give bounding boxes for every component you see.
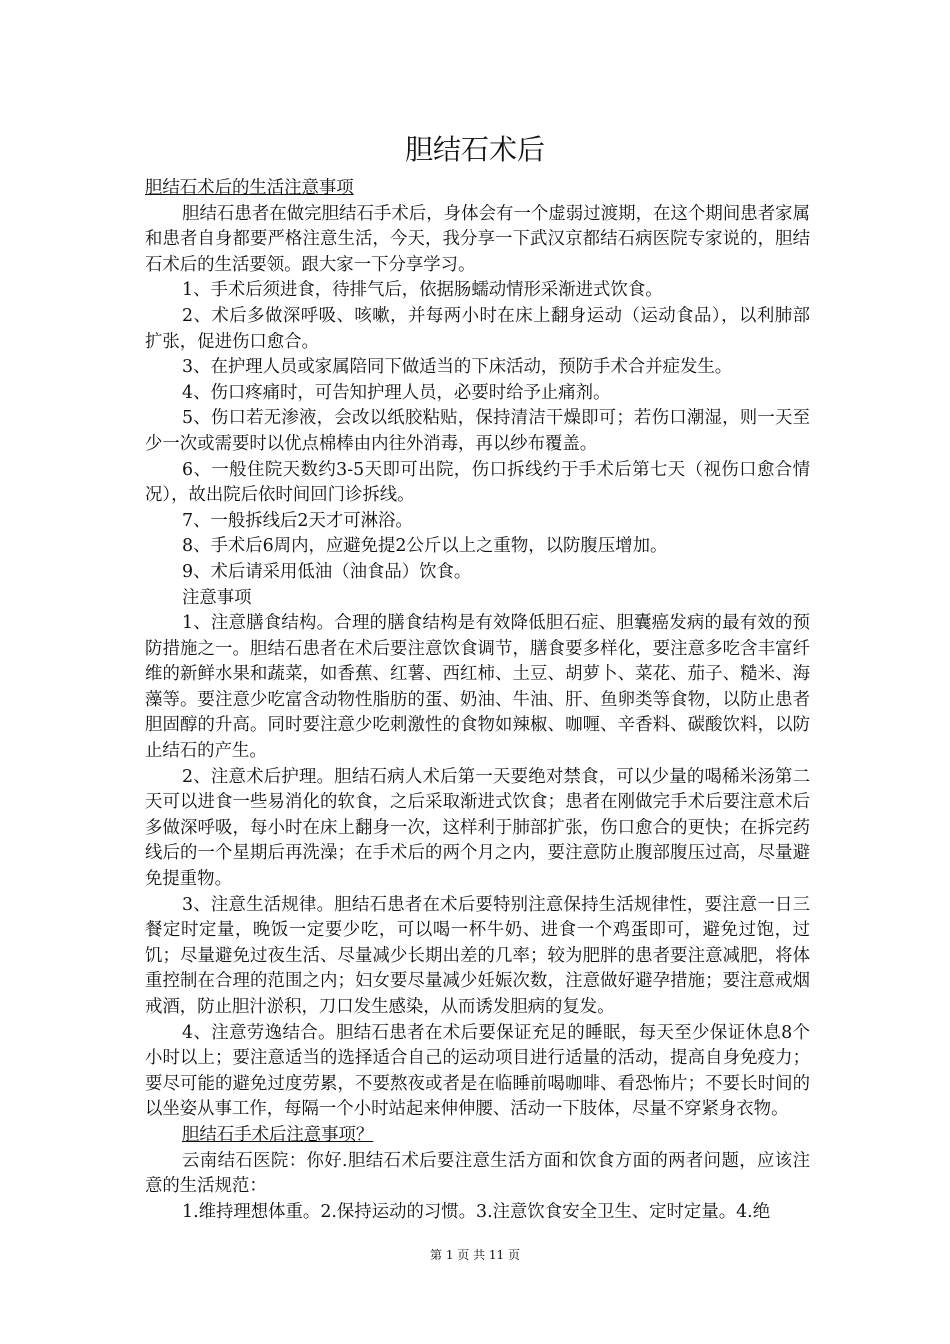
document-body	[145, 176, 810, 1225]
last-line: 1.维持理想体重。2.保持运动的习惯。3.注意饮食安全卫生、定时定量。4.绝	[182, 1201, 771, 1222]
note-paragraph: 1、注意膳食结构。合理的膳食结构是有效降低胆石症、胆囊癌发病的最有效的预防措施之一。胆结石患者在术后要注意饮食调节，膳食要多样化，要注意多吃含丰富纤维的新鲜水果和蔬菜，如香蕉、红薯、西红柿、土豆、胡萝卜、菜花、茄子、糙米、海藻等。要注意少吃富含动物性脂肪的蛋、奶油、牛油、肝、鱼卵类等食物，以防止患者胆固醇的升高。同时要注意少吃刺激性的食物如辣椒、咖喱、辛香料、碳酸饮料，以防止结石的产生。	[145, 613, 810, 762]
list-item: 4、伤口疼痛时，可告知护理人员，必要时给予止痛剂。	[182, 382, 611, 403]
note-paragraph: 4、注意劳逸结合。胆结石患者在术后要保证充足的睡眠，每天至少保证休息8个小时以上；要注意适当的选择适合自己的运动项目进行适量的活动，提高自身免疫力；要尽可能的避免过度劳累，不要熬夜或者是在临睡前喝咖啡、看恐怖片；不要长时间的以坐姿从事工作，每隔一个小时站起来伸伸腰、活动一下肢体，尽量不穿紧身衣物。	[145, 1022, 810, 1120]
section-heading-2	[145, 1123, 810, 1149]
list-item: 8、手术后6周内，应避免提2公斤以上之重物，以防腹压增加。	[182, 536, 668, 557]
list-item: 3、在护理人员或家属陪同下做适当的下床活动，预防手术合并症发生。	[182, 357, 733, 378]
list-item: 1、手术后须进食，待排气后，依据肠蠕动情形采渐进式饮食。	[182, 280, 663, 301]
list-item: 7、一般拆线后2天才可淋浴。	[182, 510, 413, 531]
section-heading: 胆结石术后的生活注意事项	[145, 178, 354, 198]
list-item: 2、术后多做深呼吸、咳嗽，并每两小时在床上翻身运动（运动食品），以利肺部扩张，促进伤口愈合。	[145, 305, 810, 352]
list-item: 6、一般住院天数约3-5天即可出院，伤口拆线约于手术后第七天（视伤口愈合情况），故出院后依时间回门诊拆线。	[145, 459, 810, 506]
list-item: 9、术后请采用低油（油食品）饮食。	[182, 561, 472, 582]
page-title: 胆结石术后	[404, 133, 545, 166]
answer-paragraph: 云南结石医院：你好.胆结石术后要注意生活方面和饮食方面的两者问题，应该注意的生活规范：	[145, 1150, 810, 1197]
section-heading-2-text: 胆结石手术后注意事项？	[182, 1124, 374, 1145]
page-footer: 第 1 页 共 11 页	[430, 1248, 520, 1262]
note-paragraph: 3、注意生活规律。胆结石患者在术后要特别注意保持生活规律性，要注意一日三餐定时定量，晚饭一定要少吃，可以喝一杯牛奶、进食一个鸡蛋即可，避免过饱，过饥；尽量避免过夜生活、尽量减少长期出差的几率；较为肥胖的患者要注意减肥，将体重控制在合理的范围之内；妇女要尽量减少妊娠次数，注意做好避孕措施；要注意戒烟戒酒，防止胆汁淤积，刀口发生感染，从而诱发胆病的复发。	[145, 894, 810, 1017]
note-paragraph: 2、注意术后护理。胆结石病人术后第一天要绝对禁食，可以少量的喝稀米汤第二天可以进食一些易消化的软食，之后采取渐进式饮食；患者在刚做完手术后要注意术后多做深呼吸，每小时在床上翻身一次，这样利于肺部扩张，伤口愈合的更快；在拆完药线后的一个星期后再洗澡；在手术后的两个月之内，要注意防止腹部腹压过高，尽量避免提重物。	[145, 766, 810, 890]
list-item: 5、伤口若无渗液，会改以纸胶粘贴，保持清洁干燥即可；若伤口潮湿，则一天至少一次或需要时以优点棉棒由内往外消毒，再以纱布覆盖。	[145, 408, 810, 454]
intro-paragraph: 胆结石患者在做完胆结石手术后，身体会有一个虚弱过渡期，在这个期间患者家属和患者自身都要严格注意生活，今天，我分享一下武汉京都结石病医院专家说的，胆结石术后的生活要领。跟大家一下分享学习。	[145, 203, 810, 275]
notes-heading: 注意事项	[182, 587, 252, 608]
